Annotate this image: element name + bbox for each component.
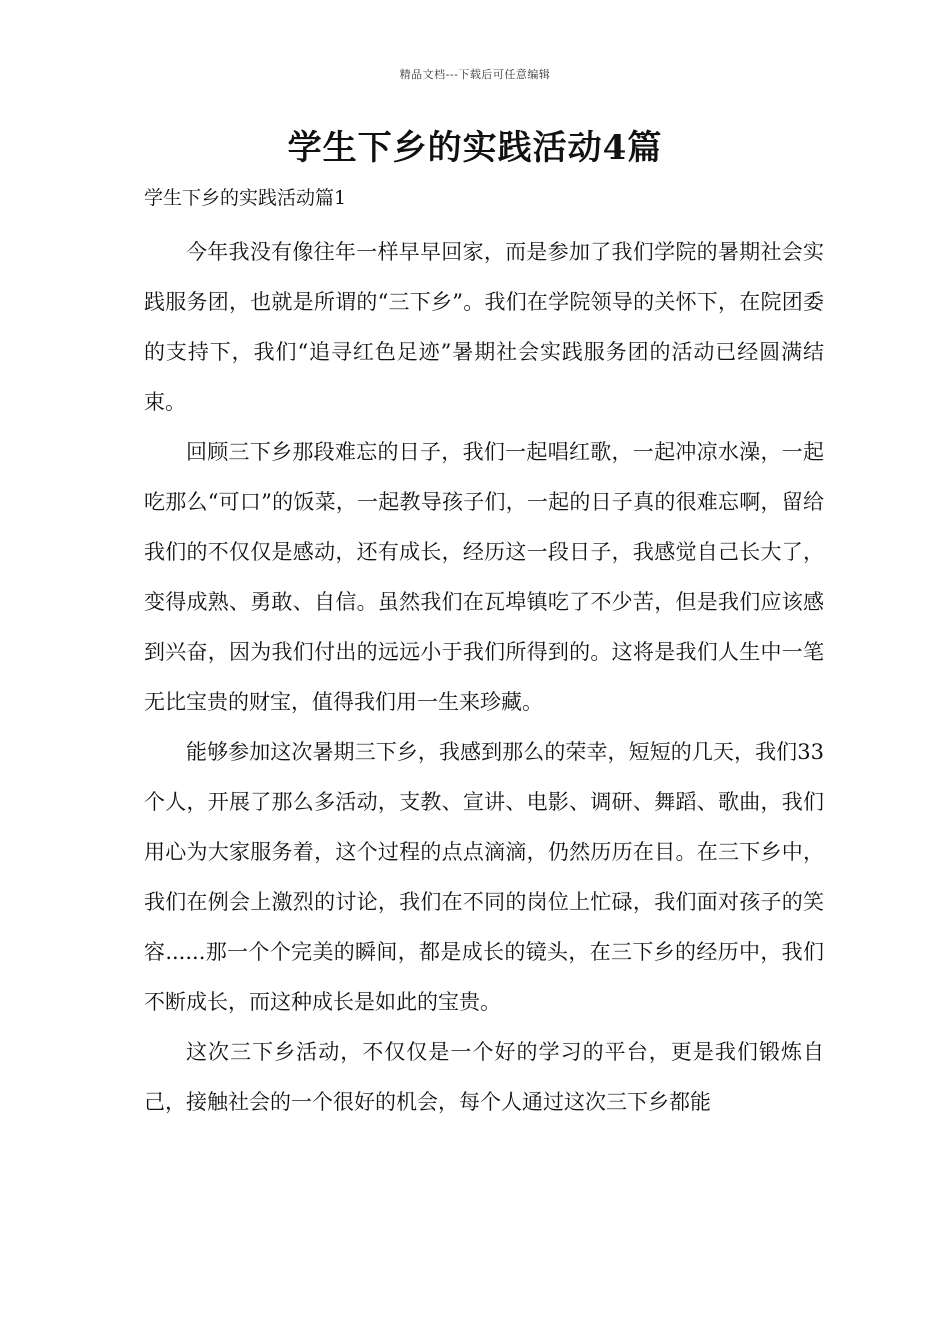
paragraph: 今年我没有像往年一样早早回家，而是参加了我们学院的暑期社会实践服务团，也就是所谓的“三下乡”。我们在学院领导的关怀下，在院团委的支持下，我们“追寻红色足迹”暑期社会实践服务团的活动已经圆满结束。 (144, 240, 824, 414)
paragraph: 这次三下乡活动，不仅仅是一个好的学习的平台，更是我们锻炼自己，接触社会的一个很好的机会，每个人通过这次三下乡都能 (144, 1040, 824, 1114)
page-header-note: 精品文档---下载后可任意编辑 (399, 68, 551, 81)
document-body (144, 227, 824, 1127)
document-title: 学生下乡的实践活动4篇 (287, 128, 663, 168)
section-heading: 学生下乡的实践活动篇1 (144, 187, 347, 209)
paragraph: 回顾三下乡那段难忘的日子，我们一起唱红歌，一起冲凉水澡，一起吃那么“可口”的饭菜，一起教导孩子们，一起的日子真的很难忘啊，留给我们的不仅仅是感动，还有成长，经历这一段日子，我感觉自己长大了，变得成熟、勇敢、自信。虽然我们在瓦埠镇吃了不少苦，但是我们应该感到兴奋，因为我们付出的远远小于我们所得到的。这将是我们人生中一笔无比宝贵的财宝，值得我们用一生来珍藏。 (144, 440, 824, 714)
paragraph: 能够参加这次暑期三下乡，我感到那么的荣幸，短短的几天，我们33个人，开展了那么多活动，支教、宣讲、电影、调研、舞蹈、歌曲，我们用心为大家服务着，这个过程的点点滴滴，仍然历历在目。在三下乡中，我们在例会上激烈的讨论，我们在不同的岗位上忙碌，我们面对孩子的笑容......那一个个完美的瞬间，都是成长的镜头，在三下乡的经历中，我们不断成长，而这种成长是如此的宝贵。 (144, 740, 824, 1014)
